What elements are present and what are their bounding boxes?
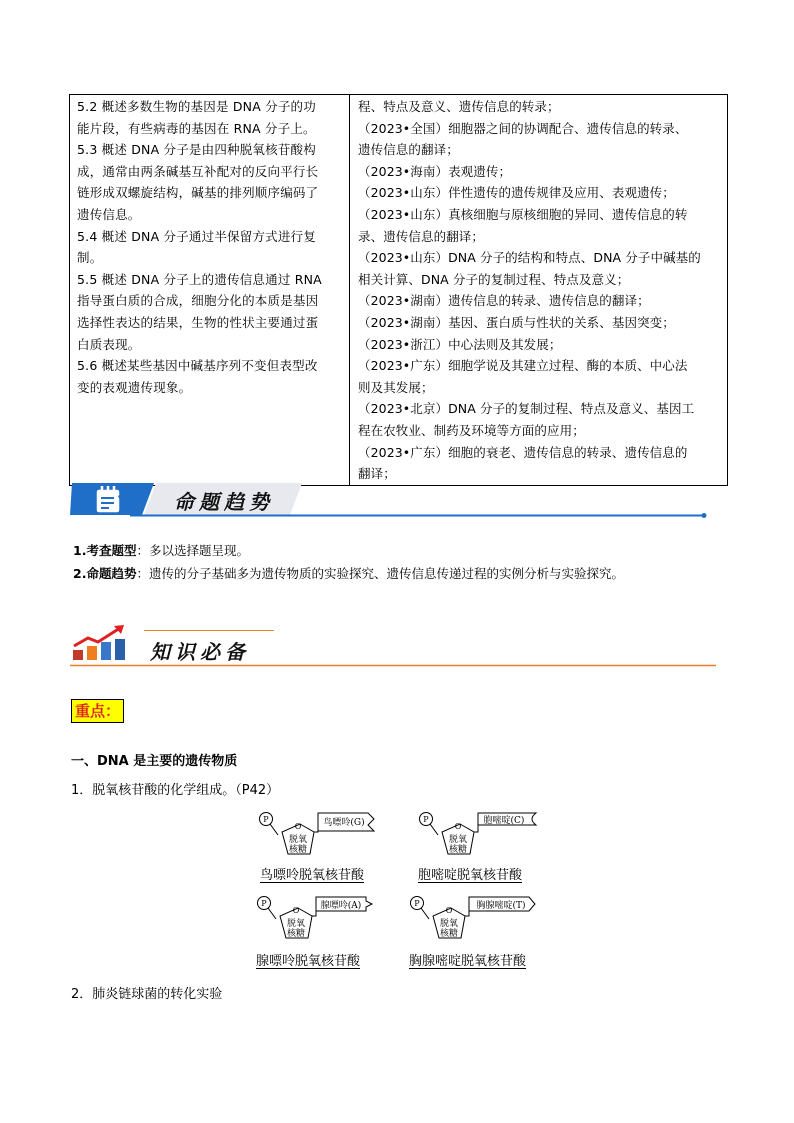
trend-banner xyxy=(70,477,710,521)
nucleotide-a xyxy=(256,895,380,967)
phosphate-symbol: P xyxy=(423,815,429,824)
exam-line: （2023•广东）细胞的衰老、遗传信息的转录、遗传信息的 xyxy=(358,444,688,460)
trend-item-1-text: ：多以选择题呈现。 xyxy=(136,543,249,558)
notepad-icon xyxy=(92,484,132,518)
exam-line: （2023•山东）DNA 分子的结构和特点、DNA 分子中碱基的 xyxy=(358,250,701,266)
exam-line: 程在农牧业、制药及环境等方面的应用； xyxy=(358,422,585,438)
trend-item-1 xyxy=(73,541,249,559)
base-t-label: 胸腺嘧啶(T) xyxy=(476,901,526,911)
trend-item-2-text: ：遗传的分子基础多为遗传物质的实验探究、遗传信息传递过程的实例分析与实验探究。 xyxy=(136,566,624,581)
nucleotide-a-name: 腺嘌呤脱氧核苷酸 xyxy=(256,954,361,969)
standards-line: 5.6 概述某些基因中碱基序列不变但表型改 xyxy=(77,358,318,374)
standards-line: 能片段，有些病毒的基因在 RNA 分子上。 xyxy=(77,120,316,136)
exam-line: 遗传信息的翻译； xyxy=(358,142,459,158)
standards-line: 5.2 概述多数生物的基因是 DNA 分子的功 xyxy=(77,99,316,114)
trend-item-1-label: 1. xyxy=(73,543,87,558)
sugar-label-2: 核糖 xyxy=(448,845,468,855)
requirements-table xyxy=(69,94,728,486)
base-g-label: 鸟嘌呤(G) xyxy=(323,818,365,828)
standards-line: 制。 xyxy=(77,250,103,266)
standards-line: 白质表现。 xyxy=(77,336,141,352)
exam-list-cell xyxy=(350,95,728,486)
sugar-oxygen: O xyxy=(445,906,453,915)
nucleotide-g-name: 鸟嘌呤脱氧核苷酸 xyxy=(260,868,365,883)
exam-line: 程、特点及意义、遗传信息的转录； xyxy=(358,99,560,114)
trend-item-2-label: 2. xyxy=(73,566,87,581)
exam-line: （2023•北京）DNA 分子的复制过程、特点及意义、基因工 xyxy=(358,401,695,417)
exam-line: （2023•浙江）中心法则及其发展； xyxy=(358,336,562,352)
phosphate-symbol: P xyxy=(263,815,269,824)
nucleotide-t-diagram xyxy=(409,895,543,945)
exam-line: 相关计算、DNA 分子的复制过程、特点及意义； xyxy=(358,271,630,287)
trend-item-2-bold: 命题趋势 xyxy=(86,566,137,581)
exam-line: 翻译； xyxy=(358,466,396,482)
exam-line: （2023•海南）表观遗传； xyxy=(358,163,512,179)
exam-line: 录、遗传信息的翻译； xyxy=(358,228,485,244)
sugar-label-2: 核糖 xyxy=(286,929,306,939)
base-a-label: 腺嘌呤(A) xyxy=(320,901,362,911)
sugar-label-1: 脱氧 xyxy=(286,919,306,929)
exam-line: （2023•湖南）遗传信息的转录、遗传信息的翻译； xyxy=(358,293,650,309)
standards-line: 选择性表达的结果，生物的性状主要通过蛋 xyxy=(77,314,319,330)
nucleotide-c-diagram xyxy=(418,811,542,859)
section-heading-1: 一、DNA 是主要的遗传物质 xyxy=(71,754,238,769)
key-points-label: 重点： xyxy=(71,699,124,723)
sugar-label-1: 脱氧 xyxy=(288,835,308,845)
standards-line: 链形成双螺旋结构，碱基的排列顺序编码了 xyxy=(77,185,319,201)
standards-line: 遗传信息。 xyxy=(77,206,141,222)
sugar-label-2: 核糖 xyxy=(439,929,459,939)
sugar-oxygen: O xyxy=(294,822,302,831)
item-2: 2．肺炎链球菌的转化实验 xyxy=(71,987,223,1002)
phosphate-symbol: P xyxy=(414,899,420,908)
trend-item-2 xyxy=(73,564,624,582)
knowledge-title: 知识必备 xyxy=(150,640,250,664)
standards-line: 变的表观遗传现象。 xyxy=(77,379,192,395)
knowledge-banner xyxy=(70,622,716,670)
trend-banner-graphic xyxy=(70,477,710,521)
standards-line: 5.4 概述 DNA 分子通过半保留方式进行复 xyxy=(77,228,316,244)
standards-line: 5.3 概述 DNA 分子是由四种脱氧核苷酸构 xyxy=(77,142,316,158)
phosphate-symbol: P xyxy=(261,899,267,908)
nucleotide-t xyxy=(409,895,543,967)
sugar-oxygen: O xyxy=(454,822,462,831)
sugar-oxygen: O xyxy=(292,906,300,915)
sugar-label-1: 脱氧 xyxy=(448,835,468,845)
nucleotide-t-name: 胸腺嘧啶脱氧核苷酸 xyxy=(409,954,527,969)
nucleotide-g-diagram xyxy=(258,811,378,859)
nucleotide-c xyxy=(418,811,542,883)
exam-line: （2023•湖南）基因、蛋白质与性状的关系、基因突变； xyxy=(358,314,675,330)
trend-item-1-bold: 考查题型 xyxy=(86,543,137,558)
standards-line: 成，通常由两条碱基互补配对的反向平行长 xyxy=(77,163,319,179)
nucleotide-c-name: 胞嘧啶脱氧核苷酸 xyxy=(418,868,523,883)
exam-line: （2023•全国）细胞器之间的协调配合、遗传信息的转录、 xyxy=(358,120,688,136)
standards-line: 指导蛋白质的合成，细胞分化的本质是基因 xyxy=(77,293,319,309)
exam-line: （2023•广东）细胞学说及其建立过程、酶的本质、中心法 xyxy=(358,358,688,374)
exam-line: （2023•山东）真核细胞与原核细胞的异同、遗传信息的转 xyxy=(358,206,688,222)
exam-line: 则及其发展； xyxy=(358,379,434,395)
item-1: 1．脱氧核苷酸的化学组成。（P42） xyxy=(71,783,280,798)
nucleotide-g xyxy=(258,811,378,883)
exam-line: （2023•山东）伴性遗传的遗传规律及应用、表观遗传； xyxy=(358,185,675,201)
nucleotide-a-diagram xyxy=(256,895,380,945)
curriculum-standards-cell xyxy=(70,95,350,486)
base-c-label: 胞嘧啶(C) xyxy=(483,816,525,826)
sugar-label-1: 脱氧 xyxy=(439,919,459,929)
standards-line: 5.5 概述 DNA 分子上的遗传信息通过 RNA xyxy=(77,271,322,287)
sugar-label-2: 核糖 xyxy=(288,845,308,855)
trend-title: 命题趋势 xyxy=(174,490,274,514)
